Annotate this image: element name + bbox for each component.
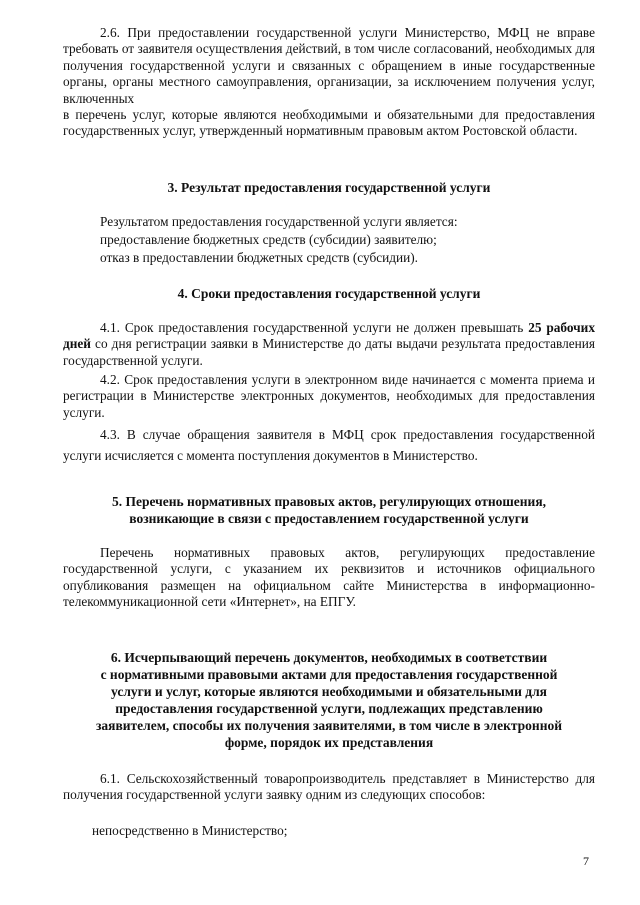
paragraph-2-6-rest: в перечень услуг, которые являются необходимыми и обязательными для предоставления государственных услуг, утвержденный нормативным правовым актом Ростовской области.: [63, 107, 595, 139]
paragraph-2-6-first: 2.6. При предоставлении государственной услуги Министерство, МФЦ не вправе требовать от заявителя осуществления действий, в том числе согласований, необходимых для получения государственной услуги и связанных с обращением в иные государственные органы, органы местного самоуправления, организации, за исключением получения услуг, включенных: [63, 25, 595, 106]
paragraph-5-text: Перечень нормативных правовых актов, регулирующих предоставление государственной услуги, с указанием их реквизитов и источников официального опубликования размещен на официальном сайте Министерства в информационно-телекоммуникационной сети «Интернет», на ЕПГУ.: [63, 545, 595, 610]
section-6-heading-line-5: заявителем, способы их получения заявителями, в том числе в электронной: [95, 718, 563, 733]
section-5-heading-line-1: 5. Перечень нормативных правовых актов, регулирующих отношения,: [111, 494, 547, 509]
result-line-2: предоставление бюджетных средств (субсидии) заявителю;: [100, 232, 437, 247]
result-line-3: отказ в предоставлении бюджетных средств (субсидии).: [100, 250, 419, 265]
deadline-bold: 25 рабочих дней: [63, 320, 595, 352]
result-line-1: Результатом предоставления государственной услуги является:: [100, 214, 458, 229]
section-3-heading: 3. Результат предоставления государственной услуги: [167, 180, 491, 195]
submission-method-1: непосредственно в Министерство;: [92, 823, 288, 838]
section-6-heading-line-1: 6. Исчерпывающий перечень документов, необходимых в соответствии: [110, 650, 548, 665]
section-5-heading-line-2: возникающие в связи с предоставлением государственной услуги: [129, 511, 529, 526]
section-6-heading-line-3: услуги и услуг, которые являются необходимыми и обязательными для: [111, 684, 547, 699]
section-4-heading: 4. Сроки предоставления государственной услуги: [177, 286, 481, 301]
page-number: 7: [583, 854, 589, 868]
paragraph-4-1-end: со дня регистрации заявки в Министерстве до даты выдачи результата предоставления государственной услуги.: [63, 336, 595, 368]
section-6-heading-line-2: с нормативными правовыми актами для предоставления государственной: [100, 667, 558, 682]
section-6-heading-line-6: форме, порядок их представления: [224, 735, 434, 750]
paragraph-4-1: [63, 320, 595, 369]
paragraph-6-1: 6.1. Сельскохозяйственный товаропроизводитель представляет в Министерство для получения государственной услуги заявку одним из следующих способов:: [63, 771, 595, 803]
paragraph-4-3: 4.3. В случае обращения заявителя в МФЦ срок предоставления государственной услуги исчисляется с момента поступления документов в Министерство.: [63, 427, 595, 463]
section-6-heading-line-4: предоставления государственной услуги, подлежащих представлению: [115, 701, 543, 716]
paragraph-4-2: 4.2. Срок предоставления услуги в электронном виде начинается с момента приема и регистрации в Министерстве электронных документов, необходимых для предоставления услуги.: [63, 372, 595, 420]
paragraph-4-1-start: 4.1. Срок предоставления государственной услуги не должен превышать: [100, 320, 524, 335]
